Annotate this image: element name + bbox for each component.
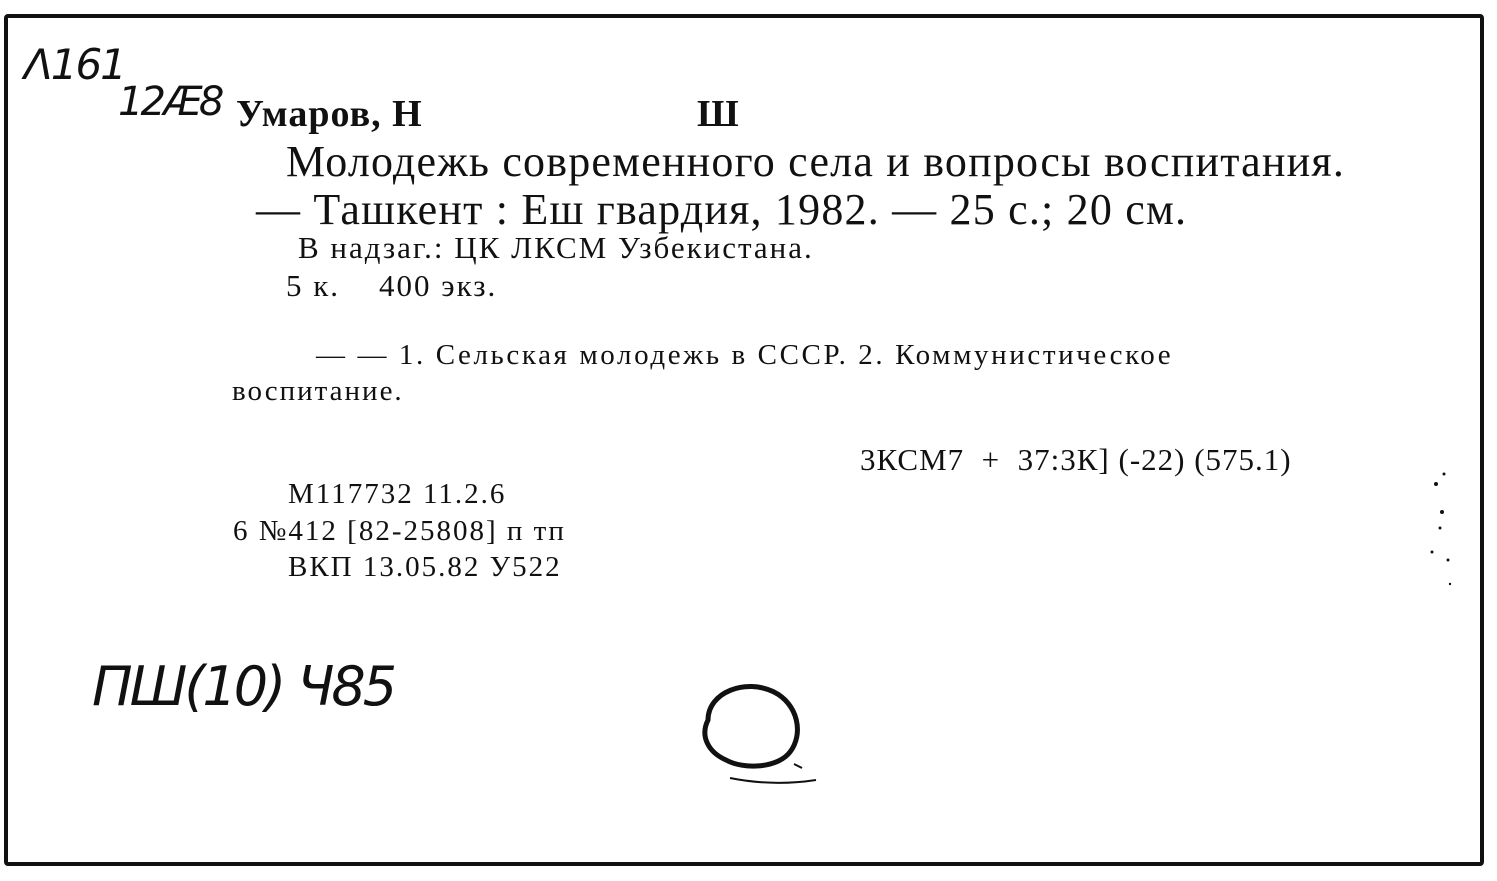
title-line: Молодежь современного села и вопросы воспитания.: [286, 137, 1346, 186]
price-copies: 5 к. 400 экз.: [286, 268, 498, 303]
code-line-3: ВКП 13.05.82 У522: [288, 551, 562, 583]
scan-specks-icon: [1400, 420, 1490, 620]
code-line-1: М117732 11.2.6: [288, 478, 507, 510]
author-name: Умаров, Н: [236, 93, 423, 135]
handwritten-shelf-number: 12Ӕ8: [118, 79, 222, 125]
handwritten-bottom-note: ПШ(10) Ч85: [92, 655, 395, 718]
classification-index: 3КСМ7 + 37:3К] (-22) (575.1): [860, 442, 1292, 477]
imprint-line: — Ташкент : Еш гвардия, 1982. — 25 с.; 20 см.: [256, 185, 1188, 234]
handwritten-top-code: Λ161: [24, 40, 125, 89]
author-initial: Ш: [697, 93, 740, 135]
note-line: В надзаг.: ЦК ЛКСМ Узбекистана.: [298, 230, 814, 265]
code-line-2: 6 №412 [82-25808] п тп: [233, 515, 566, 547]
subjects-line-2: воспитание.: [232, 375, 404, 407]
subjects-line-1: — — 1. Сельская молодежь в СССР. 2. Коммунистическое: [316, 339, 1174, 371]
stamp-circle-icon: [690, 680, 830, 800]
